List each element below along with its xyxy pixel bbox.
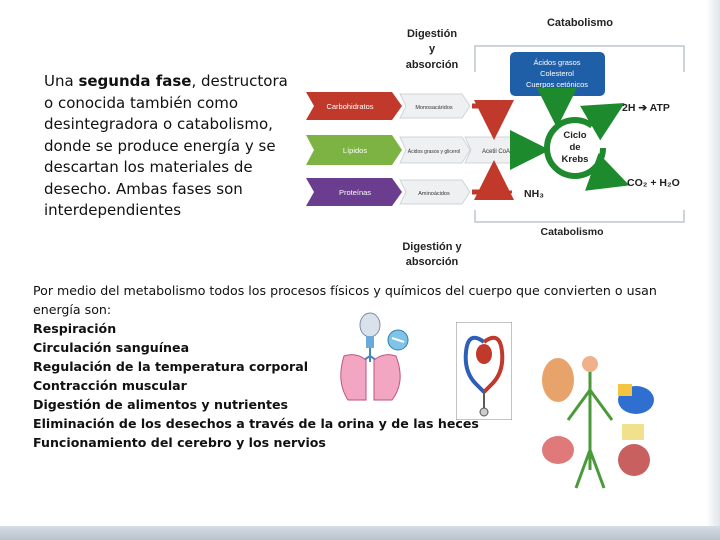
list-item: Funcionamiento del cerebro y los nervios: [33, 435, 326, 450]
nh3-label: NH₃: [524, 188, 545, 200]
red-arrow-down: [472, 106, 494, 130]
intro-pre: Una: [44, 72, 79, 90]
red-arrow-up: [472, 170, 494, 192]
footer-bar: [0, 526, 720, 540]
krebs-line1: Ciclo: [563, 130, 587, 141]
row-proteinas-unit-label: Aminoácidos: [418, 191, 450, 197]
fats-line2: Colesterol: [540, 69, 574, 78]
row-carbohidratos-unit-label: Monosacáridos: [415, 105, 453, 111]
fats-line1: Ácidos grasos: [533, 58, 581, 67]
krebs-line3: Krebs: [561, 154, 589, 165]
digestion-top-line1: Digestión: [406, 28, 458, 40]
list-item: Digestión de alimentos y nutrientes: [33, 397, 289, 412]
row-lipidos-unit-label: Ácidos grasos y glicerol: [407, 149, 461, 155]
digestion-top-line3: absorción: [405, 59, 459, 71]
list-item: Respiración: [33, 321, 117, 336]
acetil-coa-label: Acetil CoA: [481, 149, 511, 155]
digestion-bottom-line2: absorción: [405, 256, 459, 268]
fats-line3: Cuerpos cetónicos: [525, 80, 589, 89]
digestion-bottom-line1: Digestión y: [402, 241, 462, 253]
green-arrow-co2: [592, 172, 620, 182]
green-arrow-atp: [592, 108, 616, 122]
intro-post: , destructora o conocida también como desintegradora o catabolismo, donde se produce energía y se descartan los materiales de desecho. Ambas fases son interdependientes: [44, 72, 288, 219]
list-item: Eliminación de los desechos a través de la orina y de las heces: [33, 416, 479, 431]
co2-label: CO₂ + H₂O: [627, 177, 680, 189]
slide-edge-decoration: [706, 0, 720, 540]
list-item: Regulación de la temperatura corporal: [33, 359, 309, 374]
digestion-top-line2: y: [428, 43, 436, 55]
metabolism-diagram: [300, 10, 700, 272]
metabolism-process-list: [33, 281, 693, 452]
atp-label: 2H ➔ ATP: [622, 102, 670, 114]
list-lead: Por medio del metabolismo todos los procesos físicos y químicos del cuerpo que convierten o usan energía son:: [33, 283, 657, 317]
row-carbohidratos-macro-label: Carbohidratos: [326, 102, 374, 111]
intro-bold: segunda fase: [78, 72, 192, 90]
catabolismo-top-label: Catabolismo: [546, 17, 614, 29]
intro-paragraph: [44, 71, 294, 222]
catabolismo-bottom-label: Catabolismo: [540, 226, 604, 238]
catabolismo-bottom-bracket: [475, 210, 684, 222]
row-proteinas-macro-label: Proteínas: [338, 188, 372, 197]
list-item: Circulación sanguínea: [33, 340, 190, 355]
krebs-line2: de: [569, 142, 581, 153]
row-lipidos-macro-label: Lípidos: [342, 146, 368, 155]
list-item: Contracción muscular: [33, 378, 187, 393]
